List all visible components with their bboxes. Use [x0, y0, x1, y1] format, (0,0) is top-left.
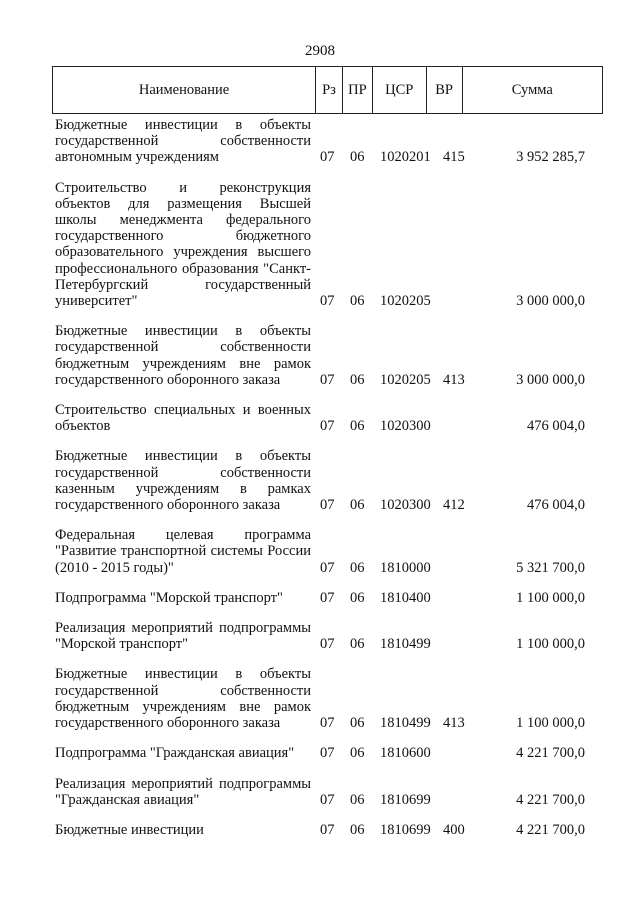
table-row	[55, 117, 595, 166]
row-csr: 1020205	[380, 293, 431, 310]
row-rz: 07	[320, 293, 335, 310]
row-csr: 1810000	[380, 559, 431, 576]
row-sum: 1 100 000,0	[516, 636, 585, 653]
header-rz: Рз	[316, 67, 343, 113]
row-name: Бюджетные инвестиции в объекты государственной собственности бюджетным учреждениям вне рамок государственного оборонного заказа	[55, 323, 311, 388]
row-name: Бюджетные инвестиции в объекты государственной собственности автономным учреждениям	[55, 117, 311, 166]
row-csr: 1810600	[380, 745, 431, 762]
table-row	[55, 620, 595, 652]
row-name: Бюджетные инвестиции	[55, 821, 204, 838]
row-rz: 07	[320, 636, 335, 653]
row-pr: 06	[350, 821, 365, 838]
row-sum: 3 000 000,0	[516, 293, 585, 310]
row-pr: 06	[350, 745, 365, 762]
row-vr: 413	[443, 371, 465, 388]
row-name: Федеральная целевая программа "Развитие транспортной системы России (2010 - 2015 годы)"	[55, 527, 311, 576]
row-rz: 07	[320, 559, 335, 576]
row-pr: 06	[350, 791, 365, 808]
row-pr: 06	[350, 418, 365, 435]
row-rz: 07	[320, 497, 335, 514]
row-vr: 412	[443, 497, 465, 514]
row-pr: 06	[350, 559, 365, 576]
row-csr: 1810400	[380, 589, 431, 606]
table-body	[55, 117, 595, 852]
row-sum: 3 000 000,0	[516, 371, 585, 388]
row-csr: 1020300	[380, 418, 431, 435]
row-name: Реализация мероприятий подпрограммы "Гражданская авиация"	[55, 775, 311, 808]
row-rz: 07	[320, 418, 335, 435]
row-vr: 400	[443, 821, 465, 838]
table-row	[55, 822, 595, 838]
row-name: Бюджетные инвестиции в объекты государственной собственности казенным учреждениям в рамках государственного оборонного заказа	[55, 448, 311, 514]
row-pr: 06	[350, 715, 365, 732]
row-rz: 07	[320, 589, 335, 606]
row-sum: 476 004,0	[527, 418, 585, 435]
table-row	[55, 776, 595, 808]
row-name: Подпрограмма "Морской транспорт"	[55, 589, 283, 606]
row-vr: 413	[443, 715, 465, 732]
row-rz: 07	[320, 371, 335, 388]
row-pr: 06	[350, 149, 365, 166]
table-row	[55, 323, 595, 388]
row-pr: 06	[350, 497, 365, 514]
row-pr: 06	[350, 589, 365, 606]
row-csr: 1020300	[380, 497, 431, 514]
row-name: Бюджетные инвестиции в объекты государственной собственности бюджетным учреждениям вне рамок государственного оборонного заказа	[55, 666, 311, 732]
row-name: Строительство специальных и военных объектов	[55, 402, 311, 435]
row-sum: 4 221 700,0	[516, 745, 585, 762]
row-sum: 5 321 700,0	[516, 559, 585, 576]
row-sum: 3 952 285,7	[516, 149, 585, 166]
row-name: Реализация мероприятий подпрограммы "Морской транспорт"	[55, 620, 311, 653]
row-rz: 07	[320, 149, 335, 166]
table-row	[55, 745, 595, 761]
header-pr: ПР	[343, 67, 373, 113]
row-csr: 1020201	[380, 149, 431, 166]
row-csr: 1020205	[380, 371, 431, 388]
row-sum: 1 100 000,0	[516, 715, 585, 732]
row-rz: 07	[320, 745, 335, 762]
row-csr: 1810499	[380, 636, 431, 653]
table-row	[55, 590, 595, 606]
row-pr: 06	[350, 293, 365, 310]
row-name: Строительство и реконструкция объектов для размещения Высшей школы менеджмента федерального государственного бюджетного образовательного учреждения высшего профессионального образования "Санкт-Петербургский государственный университет"	[55, 179, 311, 310]
row-sum: 1 100 000,0	[516, 589, 585, 606]
table-header	[52, 66, 603, 114]
header-csr: ЦСР	[373, 67, 427, 113]
header-sum: Сумма	[511, 81, 553, 98]
header-vr: ВР	[427, 67, 463, 113]
row-rz: 07	[320, 715, 335, 732]
row-pr: 06	[350, 371, 365, 388]
row-sum: 4 221 700,0	[516, 821, 585, 838]
row-rz: 07	[320, 821, 335, 838]
table-row	[55, 666, 595, 731]
table-row	[55, 402, 595, 434]
row-csr: 1810499	[380, 715, 431, 732]
page-number: 2908	[305, 43, 335, 59]
table-row	[55, 180, 595, 310]
table-row	[55, 448, 595, 513]
header-name: Наименование	[53, 67, 316, 113]
row-sum: 476 004,0	[527, 497, 585, 514]
row-csr: 1810699	[380, 791, 431, 808]
row-pr: 06	[350, 636, 365, 653]
row-sum: 4 221 700,0	[516, 791, 585, 808]
table-row	[55, 527, 595, 576]
row-rz: 07	[320, 791, 335, 808]
row-vr: 415	[443, 149, 465, 166]
row-name: Подпрограмма "Гражданская авиация"	[55, 745, 295, 762]
row-csr: 1810699	[380, 821, 431, 838]
